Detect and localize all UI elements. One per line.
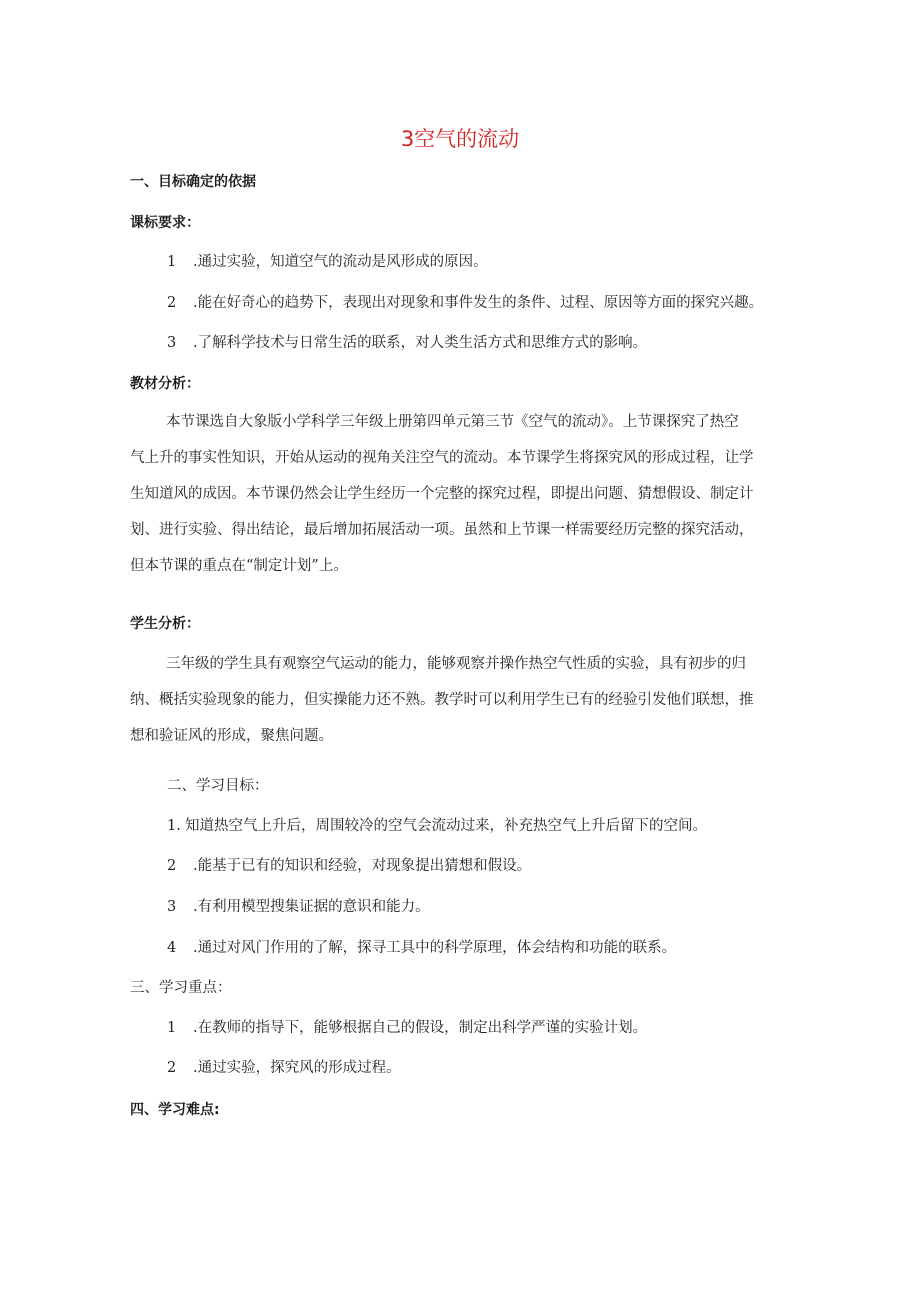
item-number: 1. xyxy=(167,818,181,834)
item-text: .在教师的指导下，能够根据自己的假设，制定出科学严谨的实验计划。 xyxy=(193,1020,648,1036)
paragraph-line: 但本节课的重点在“制定计划”上。 xyxy=(130,558,348,574)
item-number: 1 xyxy=(167,1020,177,1036)
curriculum-item-2 xyxy=(167,293,763,313)
item-number: 3 xyxy=(167,899,177,915)
paragraph-line: 想和验证风的形成，聚焦问题。 xyxy=(130,728,333,744)
item-text: .能在好奇心的趋势下，表现出对现象和事件发生的条件、过程、原因等方面的探究兴趣。 xyxy=(193,295,764,311)
item-number: 1 xyxy=(167,254,177,270)
goal-item-2 xyxy=(167,856,531,876)
paragraph-line: 气上升的事实性知识，开始从运动的视角关注空气的流动。本节课学生将探究风的形成过程，让学 xyxy=(130,450,754,466)
curriculum-item-3 xyxy=(167,333,647,353)
item-text: .通过实验，知道空气的流动是风形成的原因。 xyxy=(193,254,488,270)
item-text: .能基于已有的知识和经验，对现象提出猜想和假设。 xyxy=(193,858,532,874)
textbook-paragraph xyxy=(130,404,802,584)
document-title: 3空气的流动 xyxy=(400,127,520,151)
item-text: .了解科学技术与日常生活的联系，对人类生活方式和思维方式的影响。 xyxy=(193,335,648,351)
paragraph-line: 三年级的学生具有观察空气运动的能力，能够观察并操作热空气性质的实验，具有初步的归 xyxy=(166,656,746,672)
section1-heading: 一、目标确定的依据 xyxy=(130,174,256,190)
paragraph-line: 纳、概括实验现象的能力，但实操能力还不熟。教学时可以利用学生已有的经验引发他们联想，推 xyxy=(130,692,754,708)
textbook-heading: 教材分析： xyxy=(130,376,200,392)
paragraph-line: 生知道风的成因。本节课仍然会让学生经历一个完整的探究过程，即提出问题、猜想假设、制定计 xyxy=(130,486,754,502)
item-number: 3 xyxy=(167,335,177,351)
section2-heading: 二、学习目标： xyxy=(167,778,269,794)
item-number: 4 xyxy=(167,940,177,956)
focus-item-1 xyxy=(167,1018,647,1038)
goal-item-3 xyxy=(167,897,430,917)
item-text: .有利用模型搜集证据的意识和能力。 xyxy=(193,899,430,915)
item-text: 知道热空气上升后，周围较冷的空气会流动过来，补充热空气上升后留下的空间。 xyxy=(185,818,707,834)
curriculum-heading: 课标要求： xyxy=(130,215,200,231)
item-number: 2 xyxy=(167,858,177,874)
item-number: 2 xyxy=(167,1060,177,1076)
students-heading: 学生分析： xyxy=(130,616,200,632)
section3-heading: 三、学习重点： xyxy=(130,980,232,996)
item-text: .通过实验，探究风的形成过程。 xyxy=(193,1060,401,1076)
section4-heading: 四、学习难点: xyxy=(130,1102,220,1118)
item-number: 2 xyxy=(167,295,177,311)
goal-item-4 xyxy=(167,938,676,958)
paragraph-line: 本节课选自大象版小学科学三年级上册第四单元第三节《空气的流动》。上节课探究了热空 xyxy=(166,414,739,430)
paragraph-line: 划、进行实验、得出结论，最后增加拓展活动一项。虽然和上节课一样需要经历完整的探究活动， xyxy=(130,522,754,538)
students-paragraph xyxy=(130,646,802,754)
curriculum-item-1 xyxy=(167,252,488,272)
focus-item-2 xyxy=(167,1058,401,1078)
item-text: .通过对风门作用的了解，探寻工具中的科学原理，体会结构和功能的联系。 xyxy=(193,940,677,956)
goal-item-1 xyxy=(167,816,707,836)
